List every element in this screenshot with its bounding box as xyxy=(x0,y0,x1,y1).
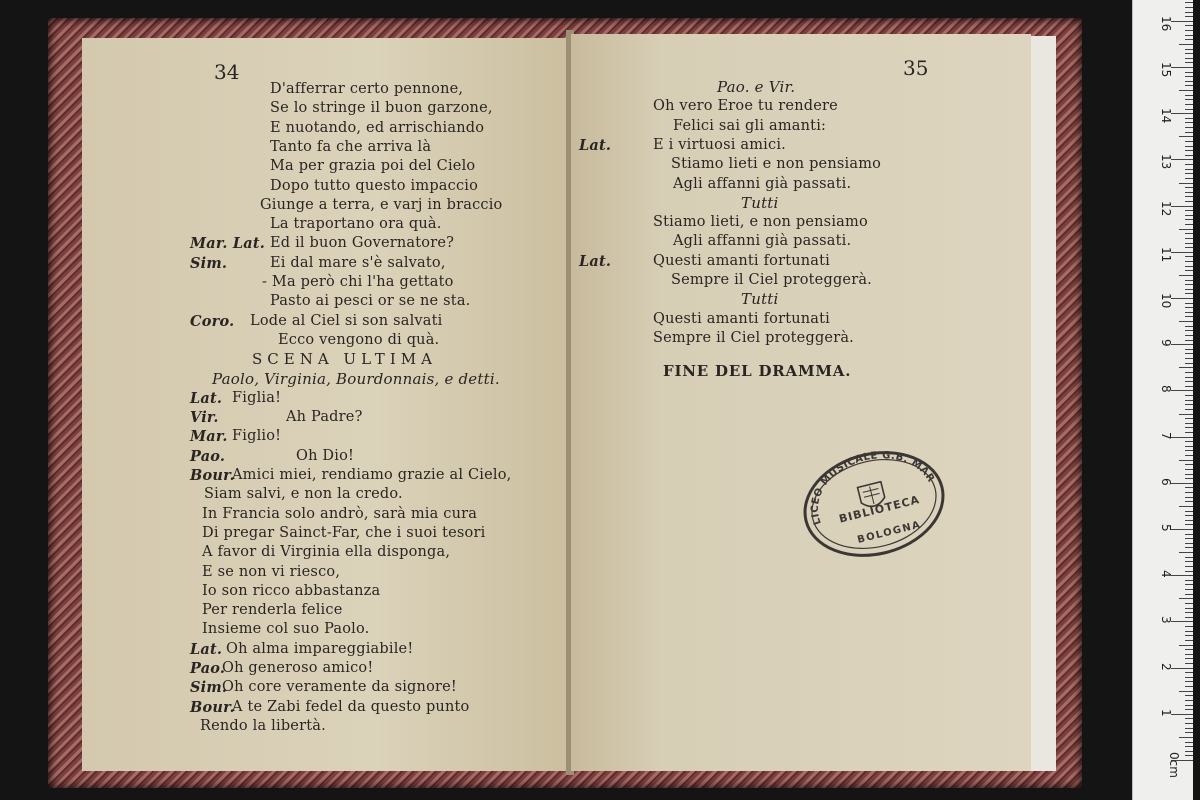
ruler-tick xyxy=(1185,427,1193,428)
verse-line: A te Zabi fedel da questo punto xyxy=(232,698,470,715)
ruler-tick xyxy=(1185,584,1193,585)
ruler-tick xyxy=(1171,668,1193,669)
verse-line: - Ma però chi l'ha gettato xyxy=(262,274,454,290)
speaker-label: Lat. xyxy=(579,252,612,270)
ruler-tick xyxy=(1185,580,1193,581)
ruler-label: 13 xyxy=(1159,154,1173,170)
ruler-tick xyxy=(1185,280,1193,281)
ruler-tick xyxy=(1185,261,1193,262)
ruler-tick xyxy=(1185,219,1193,220)
ruler-tick xyxy=(1185,326,1193,327)
ruler-tick xyxy=(1185,566,1193,567)
ruler-label: 15 xyxy=(1159,62,1173,78)
verse-line: Dopo tutto questo impaccio xyxy=(270,177,479,194)
verse-line: E se non vi riesco, xyxy=(202,563,341,580)
ruler-tick xyxy=(1179,691,1193,692)
ruler-tick xyxy=(1185,732,1193,733)
ruler-tick xyxy=(1185,497,1193,498)
speaker-label: Coro. xyxy=(190,312,235,330)
ruler-tick xyxy=(1185,423,1193,424)
ruler-tick xyxy=(1185,594,1193,595)
ruler-tick xyxy=(1185,127,1193,128)
speaker-label: Lat. xyxy=(190,640,223,658)
ruler-tick xyxy=(1185,677,1193,678)
verse-line: A favor di Virginia ella disponga, xyxy=(202,544,451,561)
speaker-label: Vir. xyxy=(190,409,219,427)
ruler-label: 4 xyxy=(1159,570,1173,578)
ruler-tick xyxy=(1185,353,1193,354)
verse-line: E nuotando, ed arrischiando xyxy=(270,119,485,136)
ruler-tick xyxy=(1185,233,1193,234)
ruler-tick xyxy=(1185,303,1193,304)
ruler-tick xyxy=(1185,608,1193,609)
verse-line: D'afferrar certo pennone, xyxy=(270,81,464,97)
ruler-tick xyxy=(1171,344,1193,345)
ruler-tick xyxy=(1179,275,1193,276)
ruler-tick xyxy=(1179,737,1193,738)
page-number-right: 35 xyxy=(903,56,929,80)
speaker-label: Lat. xyxy=(579,136,612,154)
ruler-tick xyxy=(1185,2,1193,3)
ruler-tick xyxy=(1179,414,1193,415)
ruler-tick xyxy=(1185,718,1193,719)
ruler-tick xyxy=(1185,557,1193,558)
verse-line: Tutti xyxy=(741,193,779,212)
ruler-tick xyxy=(1185,335,1193,336)
speaker-label: Sim. xyxy=(190,254,228,272)
ruler-tick xyxy=(1185,571,1193,572)
scale-ruler xyxy=(1132,0,1193,800)
ruler-tick xyxy=(1171,21,1193,22)
ruler-tick xyxy=(1185,400,1193,401)
ruler-tick xyxy=(1185,626,1193,627)
ruler-tick xyxy=(1185,76,1193,77)
ruler-tick xyxy=(1185,164,1193,165)
ruler-tick xyxy=(1185,432,1193,433)
verse-line: Di pregar Sainct-Far, che i suoi tesori xyxy=(202,524,486,541)
ruler-tick xyxy=(1185,141,1193,142)
verse-line: Stiamo lieti, e non pensiamo xyxy=(653,214,868,231)
ruler-tick xyxy=(1185,289,1193,290)
ruler-tick xyxy=(1185,16,1193,17)
verse-line: Siam salvi, e non la credo. xyxy=(204,486,403,503)
speaker-label: Mar. xyxy=(190,428,228,446)
ruler-label: 2 xyxy=(1159,662,1173,671)
ruler-tick xyxy=(1185,330,1193,331)
ruler-tick xyxy=(1185,603,1193,604)
ruler-tick xyxy=(1185,85,1193,86)
speaker-label: Lat. xyxy=(190,389,223,407)
ruler-tick xyxy=(1185,450,1193,451)
ruler-tick xyxy=(1185,12,1193,13)
verse-line: Ecco vengono di quà. xyxy=(278,331,440,348)
ruler-label: 6 xyxy=(1159,477,1173,486)
ruler-tick xyxy=(1185,122,1193,123)
verse-line: Insieme col suo Paolo. xyxy=(202,621,370,638)
ruler-tick xyxy=(1171,714,1193,715)
ruler-tick xyxy=(1185,681,1193,682)
ruler-tick xyxy=(1185,700,1193,701)
speaker-label: Pao. xyxy=(190,447,226,465)
ruler-tick xyxy=(1171,529,1193,530)
ruler-unit-label: 0cm xyxy=(1167,752,1181,778)
ruler-tick xyxy=(1179,183,1193,184)
verse-line: Oh vero Eroe tu rendere xyxy=(653,98,838,115)
ruler-tick xyxy=(1171,159,1193,160)
ruler-tick xyxy=(1185,501,1193,502)
verse-line: Oh alma impareggiabile! xyxy=(226,640,414,657)
ruler-tick xyxy=(1185,520,1193,521)
verse-line: Figlia! xyxy=(232,389,282,406)
verse-line: Oh generoso amico! xyxy=(222,660,374,676)
ruler-tick xyxy=(1185,358,1193,359)
end-heading: FINE DEL DRAMMA. xyxy=(663,362,852,381)
ruler-tick xyxy=(1185,654,1193,655)
book-endpaper xyxy=(1030,36,1056,771)
right-page xyxy=(571,34,1031,771)
ruler-tick xyxy=(1185,39,1193,40)
ruler-tick xyxy=(1185,99,1193,100)
ruler-tick xyxy=(1185,372,1193,373)
ruler-tick xyxy=(1185,658,1193,659)
ruler-tick xyxy=(1171,298,1193,299)
ruler-tick xyxy=(1185,409,1193,410)
verse-line: Pao. e Vir. xyxy=(717,78,796,96)
ruler-tick xyxy=(1179,506,1193,507)
ruler-tick xyxy=(1185,215,1193,216)
ruler-label: 14 xyxy=(1159,108,1173,124)
ruler-tick xyxy=(1185,538,1193,539)
ruler-tick xyxy=(1185,109,1193,110)
ruler-label: 7 xyxy=(1159,431,1173,440)
ruler-tick xyxy=(1185,524,1193,525)
ruler-tick xyxy=(1185,192,1193,193)
ruler-tick xyxy=(1185,395,1193,396)
ruler-tick xyxy=(1185,72,1193,73)
ruler-tick xyxy=(1185,118,1193,119)
verse-line: Felici sai gli amanti: xyxy=(673,117,827,134)
ruler-tick xyxy=(1185,695,1193,696)
ruler-tick xyxy=(1185,7,1193,8)
ruler-tick xyxy=(1185,469,1193,470)
speaker-label: Pao. xyxy=(190,660,226,677)
ruler-tick xyxy=(1185,349,1193,350)
ruler-tick xyxy=(1185,25,1193,26)
ruler-tick xyxy=(1185,742,1193,743)
verse-line: Agli affanni già passati. xyxy=(673,233,852,250)
verse-line: Sempre il Ciel proteggerà. xyxy=(671,272,872,288)
speaker-label: Mar. Lat. xyxy=(190,235,265,253)
ruler-tick xyxy=(1185,81,1193,82)
ruler-label: 9 xyxy=(1159,339,1173,347)
ruler-tick xyxy=(1185,543,1193,544)
ruler-tick xyxy=(1185,256,1193,257)
ruler-tick xyxy=(1171,252,1193,253)
verse-line: Per renderla felice xyxy=(202,602,343,619)
ruler-tick xyxy=(1185,561,1193,562)
ruler-label: 1 xyxy=(1159,708,1173,717)
ruler-tick xyxy=(1185,49,1193,50)
ruler-tick xyxy=(1185,201,1193,202)
ruler-tick xyxy=(1185,464,1193,465)
ruler-tick xyxy=(1185,243,1193,244)
verse-line: Figlio! xyxy=(232,428,282,445)
ruler-tick xyxy=(1171,437,1193,438)
verse-line: In Francia solo andrò, sarà mia cura xyxy=(202,505,478,522)
ruler-tick xyxy=(1185,132,1193,133)
ruler-tick xyxy=(1185,155,1193,156)
verse-line: Ah Padre? xyxy=(286,409,363,426)
ruler-tick xyxy=(1185,363,1193,364)
ruler-tick xyxy=(1179,136,1193,137)
ruler-tick xyxy=(1185,755,1193,756)
ruler-tick xyxy=(1185,307,1193,308)
verse-line: Oh Dio! xyxy=(296,447,355,464)
verse-line: Paolo, Virginia, Bourdonnais, e detti. xyxy=(212,369,500,388)
ruler-tick xyxy=(1185,709,1193,710)
ruler-tick xyxy=(1185,270,1193,271)
ruler-tick xyxy=(1185,187,1193,188)
ruler-tick xyxy=(1171,67,1193,68)
ruler-tick xyxy=(1185,104,1193,105)
ruler-label: 8 xyxy=(1159,385,1173,394)
ruler-tick xyxy=(1185,492,1193,493)
ruler-tick xyxy=(1185,612,1193,613)
ruler-tick xyxy=(1179,321,1193,322)
verse-line: Questi amanti fortunati xyxy=(653,252,831,269)
ruler-tick xyxy=(1185,312,1193,313)
library-stamp xyxy=(800,448,948,560)
ruler-tick xyxy=(1185,146,1193,147)
ruler-tick xyxy=(1185,266,1193,267)
verse-line: Giunge a terra, e varj in braccio xyxy=(260,196,503,213)
ruler-tick xyxy=(1185,35,1193,36)
stamp-top-text: LICEO MUSICALE G.B. MARTINI xyxy=(809,450,937,527)
page-number-left: 34 xyxy=(214,60,240,84)
ruler-tick xyxy=(1185,381,1193,382)
ruler-tick xyxy=(1185,62,1193,63)
ruler-tick xyxy=(1179,460,1193,461)
ruler-tick xyxy=(1185,751,1193,752)
verse-line: Sempre il Ciel proteggerà. xyxy=(653,329,854,346)
verse-line: Tanto fa che arriva là xyxy=(270,138,432,155)
ruler-label: 16 xyxy=(1159,15,1173,32)
ruler-tick xyxy=(1185,534,1193,535)
ruler-label: 3 xyxy=(1159,616,1173,625)
ruler-tick xyxy=(1185,150,1193,151)
ruler-tick xyxy=(1185,224,1193,225)
ruler-tick xyxy=(1179,90,1193,91)
ruler-tick xyxy=(1185,53,1193,54)
ruler-tick xyxy=(1185,511,1193,512)
ruler-tick xyxy=(1185,30,1193,31)
verse-line: Lode al Ciel si son salvati xyxy=(250,312,443,329)
verse-line: Rendo la libertà. xyxy=(200,717,326,734)
speaker-label: Bour. xyxy=(190,698,235,716)
ruler-tick xyxy=(1185,478,1193,479)
ruler-tick xyxy=(1179,552,1193,553)
ruler-tick xyxy=(1171,483,1193,484)
ruler-tick xyxy=(1179,598,1193,599)
verse-line: Stiamo lieti e non pensiamo xyxy=(671,156,882,173)
ruler-tick xyxy=(1185,178,1193,179)
ruler-tick xyxy=(1185,95,1193,96)
ruler-label: 5 xyxy=(1159,524,1173,532)
verse-line: Se lo stringe il buon garzone, xyxy=(270,100,493,117)
stamp-bottom-text: BOLOGNA xyxy=(856,519,923,546)
ruler-tick xyxy=(1185,547,1193,548)
ruler-tick xyxy=(1185,169,1193,170)
ruler-tick xyxy=(1185,404,1193,405)
ruler-tick xyxy=(1185,284,1193,285)
ruler-tick xyxy=(1185,728,1193,729)
ruler-label: 10 xyxy=(1159,293,1173,309)
ruler-tick xyxy=(1185,649,1193,650)
stamp-middle-text: BIBLIOTECA xyxy=(837,493,922,526)
ruler-tick xyxy=(1185,663,1193,664)
ruler-tick xyxy=(1185,441,1193,442)
ruler-tick xyxy=(1179,367,1193,368)
verse-line: Pasto ai pesci or se ne sta. xyxy=(270,293,471,310)
ruler-tick xyxy=(1171,621,1193,622)
ruler-tick xyxy=(1171,206,1193,207)
verse-line: Oh core veramente da signore! xyxy=(222,679,457,696)
ruler-tick xyxy=(1185,635,1193,636)
ruler-tick xyxy=(1185,377,1193,378)
ruler-tick xyxy=(1185,515,1193,516)
ruler-tick xyxy=(1179,44,1193,45)
ruler-tick xyxy=(1185,640,1193,641)
ruler-tick xyxy=(1171,575,1193,576)
ruler-tick xyxy=(1185,474,1193,475)
ruler-tick xyxy=(1185,487,1193,488)
ruler-tick xyxy=(1185,723,1193,724)
verse-line: La traportano ora quà. xyxy=(270,216,442,233)
scene-heading: SCENA ULTIMA xyxy=(252,350,437,369)
verse-line: Ei dal mare s'è salvato, xyxy=(270,254,446,271)
ruler-tick xyxy=(1185,58,1193,59)
ruler-tick xyxy=(1185,589,1193,590)
ruler-tick xyxy=(1185,686,1193,687)
verse-line: Ed il buon Governatore? xyxy=(270,235,455,252)
ruler-tick xyxy=(1185,631,1193,632)
verse-line: Amici miei, rendiamo grazie al Cielo, xyxy=(232,467,512,483)
verse-line: Io son ricco abbastanza xyxy=(202,582,381,599)
ruler-tick xyxy=(1185,386,1193,387)
ruler-tick xyxy=(1185,210,1193,211)
verse-line: Ma per grazia poi del Cielo xyxy=(270,158,476,175)
ruler-tick xyxy=(1185,340,1193,341)
ruler-tick xyxy=(1185,746,1193,747)
ruler-tick xyxy=(1185,293,1193,294)
verse-line: Agli affanni già passati. xyxy=(673,175,852,192)
ruler-label: 11 xyxy=(1159,246,1173,263)
ruler-label: 12 xyxy=(1159,200,1173,216)
ruler-tick xyxy=(1185,418,1193,419)
ruler-tick xyxy=(1185,173,1193,174)
speaker-label: Sim. xyxy=(190,679,228,697)
ruler-tick xyxy=(1185,672,1193,673)
left-page xyxy=(82,38,569,771)
ruler-tick xyxy=(1179,229,1193,230)
ruler-tick xyxy=(1185,617,1193,618)
ruler-tick xyxy=(1171,390,1193,391)
ruler-tick xyxy=(1179,645,1193,646)
ruler-tick xyxy=(1185,705,1193,706)
ruler-tick xyxy=(1171,113,1193,114)
ruler-tick xyxy=(1185,316,1193,317)
ruler-tick xyxy=(1185,446,1193,447)
verse-line: Tutti xyxy=(741,290,779,309)
verse-line: Questi amanti fortunati xyxy=(653,310,831,327)
ruler-tick xyxy=(1185,196,1193,197)
ruler-tick xyxy=(1185,247,1193,248)
verse-line: E i virtuosi amici. xyxy=(653,136,786,153)
ruler-tick xyxy=(1185,455,1193,456)
speaker-label: Bour. xyxy=(190,467,235,484)
ruler-tick xyxy=(1185,238,1193,239)
